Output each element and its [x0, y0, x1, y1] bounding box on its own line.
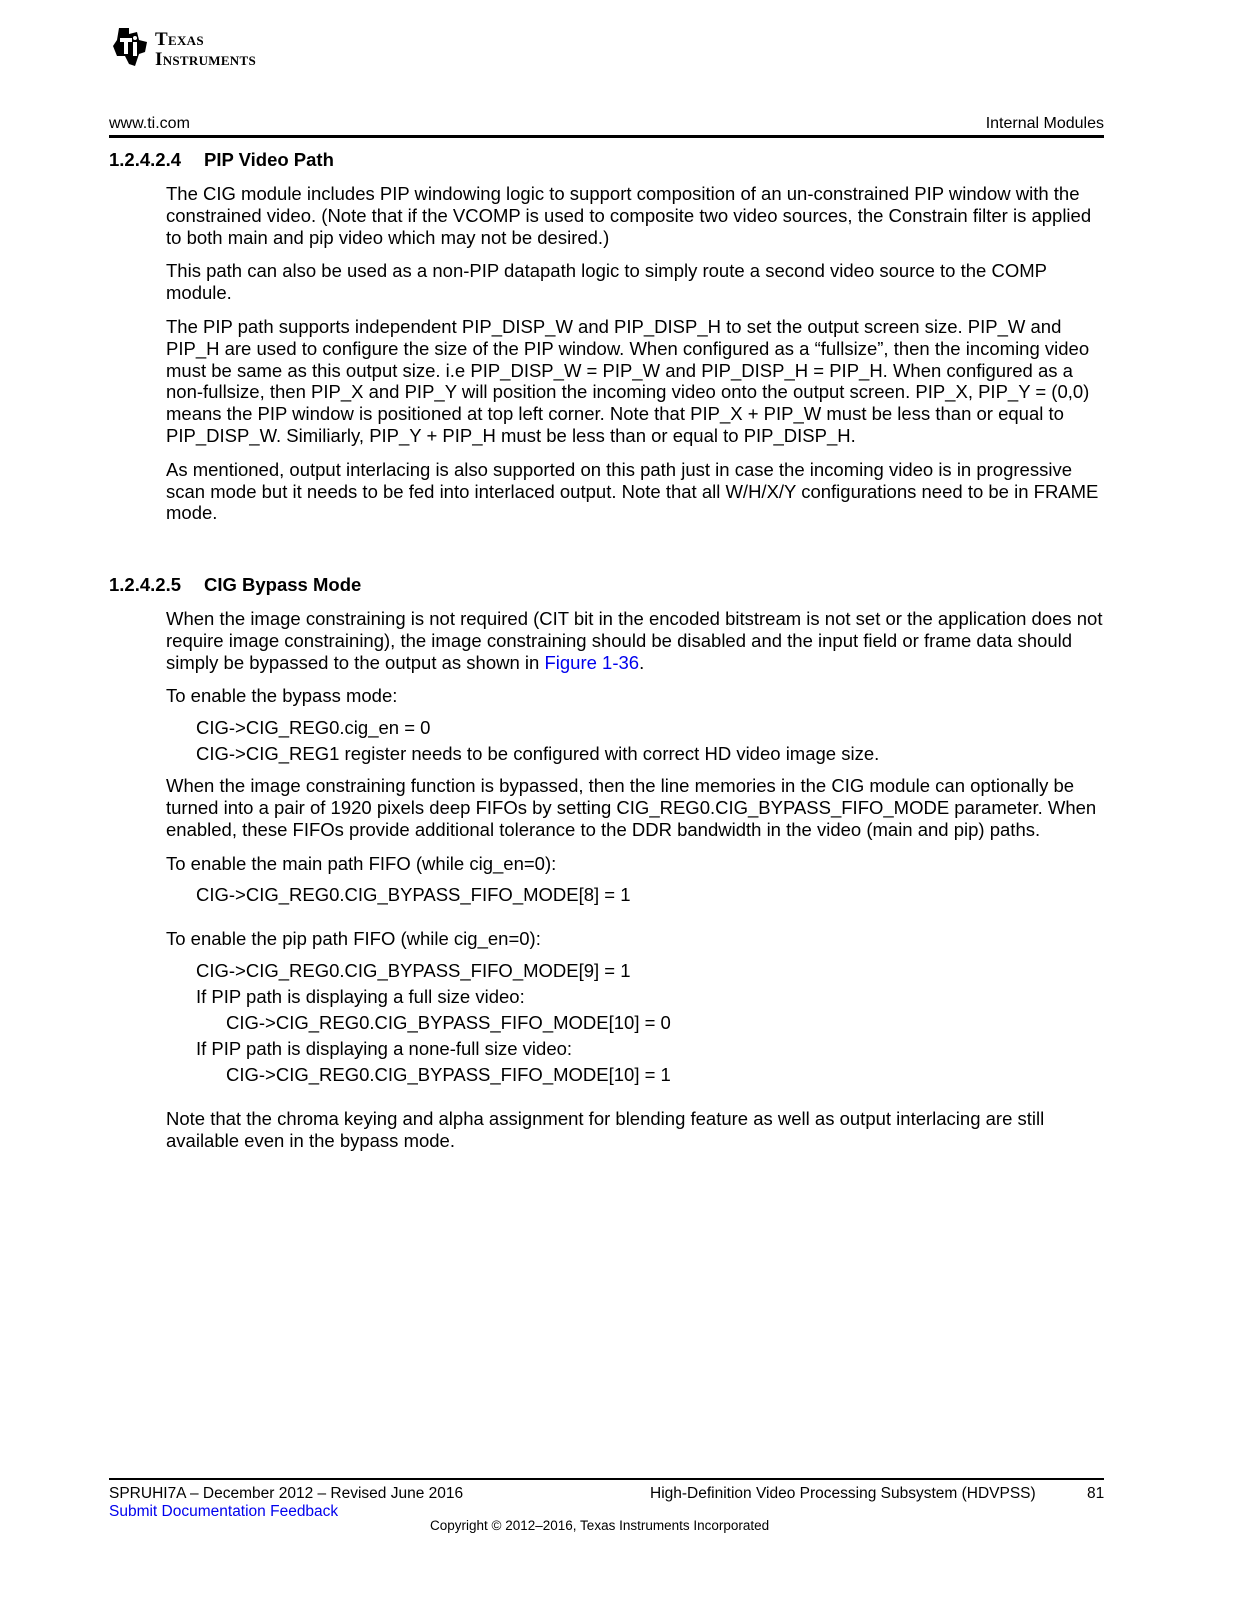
feedback-link[interactable]: Submit Documentation Feedback: [109, 1503, 339, 1520]
paragraph: To enable the bypass mode:: [166, 685, 398, 707]
figure-link[interactable]: Figure 1-36: [544, 651, 640, 673]
paragraph: When the image constraining function is bypassed, then the line memories in the CIG module can optionally be turned into a pair of 1920 pixels deep FIFOs by setting CIG_REG0.CIG_BYPASS_FIFO_MODE parameter. When enabled, these FIFOs provide additional tolerance to the DDR bandwidth in the video (main and pip) paths.: [166, 775, 1097, 840]
paragraph: When the image constraining is not required (CIT bit in the encoded bitstream is not set or the application does not require image constraining), the image constraining should be disabled and the input field or frame data should simply be bypassed to the output as shown in Figure 1-36.: [166, 608, 1103, 673]
section-body-bypass: [166, 608, 1106, 1164]
section-title: PIP Video Path: [204, 149, 334, 170]
code-line: CIG->CIG_REG0.cig_en = 0: [196, 717, 431, 739]
footer-doc-id: SPRUHI7A – December 2012 – Revised June 2016: [109, 1485, 464, 1502]
paragraph: The PIP path supports independent PIP_DISP_W and PIP_DISP_H to set the output screen size. PIP_W and PIP_H are used to configure the size of the PIP window. When configured as a “fullsize”, then the incoming video must be same as this output size. i.e PIP_DISP_W = PIP_W and PIP_DISP_H = PIP_H. When configured as a non-fullsize, then PIP_X and PIP_Y will position the incoming video onto the output screen. PIP_X, PIP_Y = (0,0) means the PIP window is positioned at top left corner. Note that PIP_X + PIP_W must be less than or equal to PIP_DISP_W. Similiarly, PIP_Y + PIP_H must be less than or equal to PIP_DISP_H.: [166, 315, 1090, 446]
code-line: CIG->CIG_REG0.CIG_BYPASS_FIFO_MODE[10] = 1: [226, 1064, 671, 1086]
header-url[interactable]: www.ti.com: [109, 115, 190, 132]
page-number: 81: [1087, 1485, 1105, 1502]
paragraph: To enable the main path FIFO (while cig_en=0):: [166, 852, 557, 874]
section-title: CIG Bypass Mode: [204, 574, 362, 595]
code-line: If PIP path is displaying a full size video:: [196, 986, 525, 1008]
section-body-pip: [166, 183, 1106, 536]
copyright: Copyright © 2012–2016, Texas Instruments Incorporated: [430, 1518, 770, 1533]
paragraph: Note that the chroma keying and alpha assignment for blending feature as well as output interlacing are still available even in the bypass mode.: [166, 1108, 1045, 1151]
section-number: 1.2.4.2.4: [109, 149, 182, 170]
section-number: 1.2.4.2.5: [109, 574, 182, 595]
section-heading-pip-video-path: [109, 149, 334, 171]
ti-logo-wordmark: Texas Instruments: [155, 29, 256, 70]
footer-title: High-Definition Video Processing Subsystem (HDVPSS): [650, 1485, 1036, 1502]
code-line: If PIP path is displaying a none-full size video:: [196, 1038, 573, 1060]
paragraph: To enable the pip path FIFO (while cig_en=0):: [166, 928, 541, 950]
header-section: Internal Modules: [985, 115, 1104, 132]
code-line: CIG->CIG_REG0.CIG_BYPASS_FIFO_MODE[9] = 1: [196, 960, 631, 982]
code-line: CIG->CIG_REG0.CIG_BYPASS_FIFO_MODE[10] = 0: [226, 1012, 671, 1034]
section-heading-cig-bypass-mode: [109, 574, 361, 596]
paragraph: This path can also be used as a non-PIP datapath logic to simply route a second video source to the COMP module.: [166, 260, 1047, 304]
paragraph: The CIG module includes PIP windowing logic to support composition of an un-constrained PIP window with the constrained video. (Note that if the VCOMP is used to composite two video sources, the Constrain filter is applied to both main and pip video which may not be desired.): [166, 183, 1092, 248]
paragraph: As mentioned, output interlacing is also supported on this path just in case the incoming video is in progressive scan mode but it needs to be fed into interlaced output. Note that all W/H/X/Y configurations need to be in FRAME mode.: [166, 458, 1099, 524]
code-line: CIG->CIG_REG0.CIG_BYPASS_FIFO_MODE[8] = 1: [196, 884, 631, 906]
ti-logo: [109, 24, 299, 72]
footer-rule: [109, 1478, 1104, 1480]
ti-logo-icon: [109, 26, 151, 68]
header-rule: [109, 135, 1104, 138]
code-line: CIG->CIG_REG1 register needs to be configured with correct HD video image size.: [196, 743, 880, 765]
